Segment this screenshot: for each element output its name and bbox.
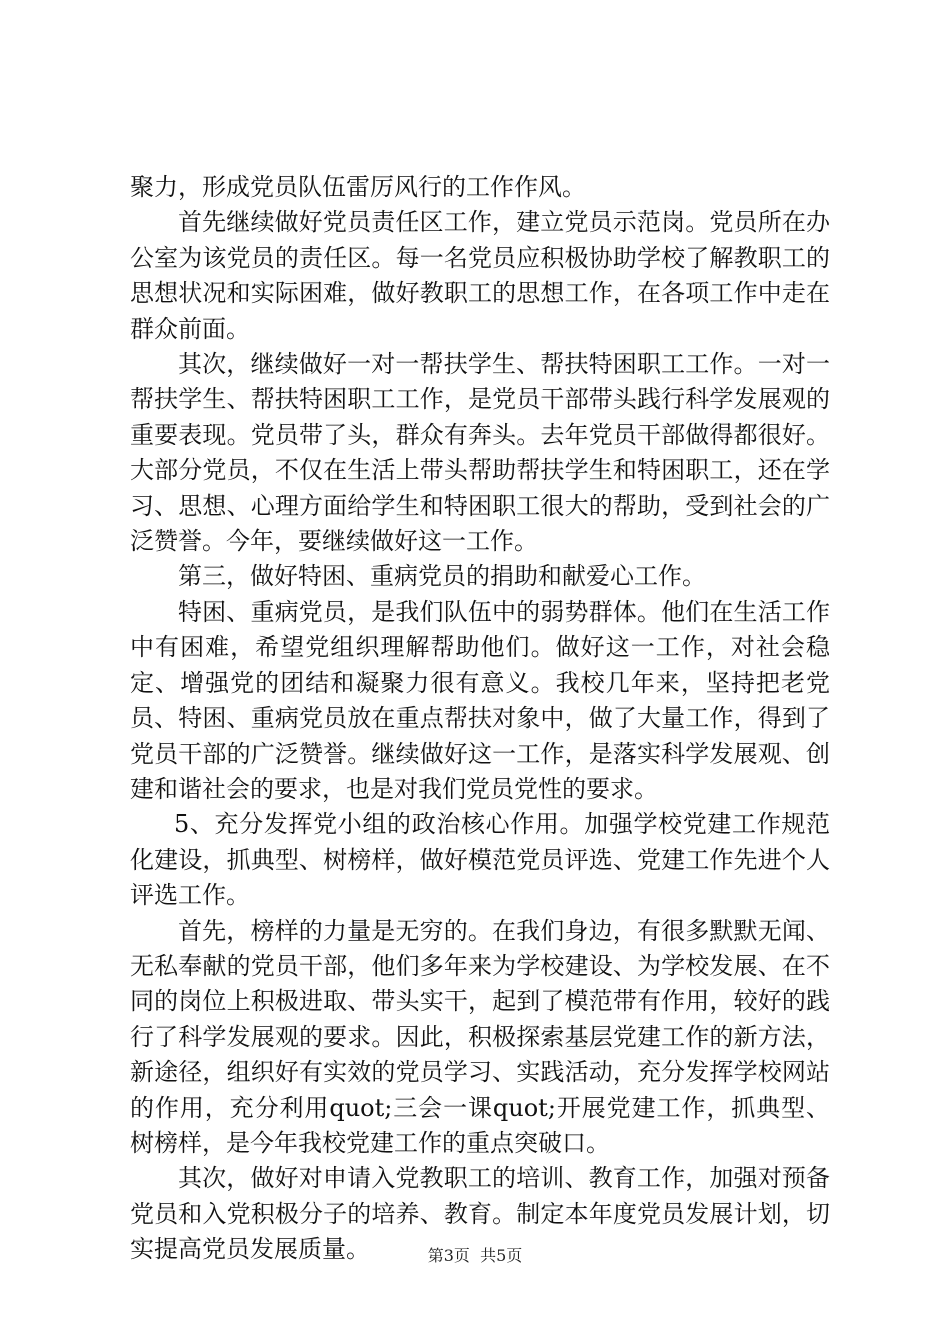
paragraph-7: 首先，榜样的力量是无穷的。在我们身边，有很多默默无闻、无私奉献的党员干部，他们多年来为学校建设、为学校发展、在不同的岗位上积极进取、带头实干，起到了模范带有作用，较好的践行了科学发展观的要求。因此，积极探索基层党建工作的新方法，新途径，组织好有实效的党员学习、实践活动，充分发挥学校网站的作用，充分利用quot;三会一课quot;开展党建工作，抓典型、树榜样，是今年我校党建工作的重点突破口。 [130, 916, 830, 1157]
paragraph-4: 第三，做好特困、重病党员的捐助和献爱心工作。 [178, 562, 706, 591]
paragraph-8: 其次，做好对申请入党教职工的培训、教育工作，加强对预备党员和入党积极分子的培养、教育。制定本年度党员发展计划，切实提高党员发展质量。 [130, 1164, 830, 1264]
paragraph-1: 聚力，形成党员队伍雷厉风行的工作作风。 [130, 173, 586, 201]
paragraph-2: 首先继续做好党员责任区工作，建立党员示范岗。党员所在办公室为该党员的责任区。每一名党员应积极协助学校了解教职工的思想状况和实际困难，做好教职工的思想工作，在各项工作中走在群众前面。 [130, 208, 830, 343]
page-number-footer: 第3页 共5页 [427, 1246, 523, 1265]
paragraph-3: 其次，继续做好一对一帮扶学生、帮扶特困职工工作。一对一帮扶学生、帮扶特困职工工作，是党员干部带头践行科学发展观的重要表现。党员带了头，群众有奔头。去年党员干部做得都很好。大部分党员，不仅在生活上带头帮助帮扶学生和特困职工，还在学习、思想、心理方面给学生和特困职工很大的帮助，受到社会的广泛赞誉。今年，要继续做好这一工作。 [130, 350, 830, 556]
paragraph-6: 5、充分发挥党小组的政治核心作用。加强学校党建工作规范化建设，抓典型、树榜样，做好模范党员评选、党建工作先进个人评选工作。 [130, 810, 830, 910]
document-body [130, 170, 830, 1268]
paragraph-5: 特困、重病党员，是我们队伍中的弱势群体。他们在生活工作中有困难，希望党组织理解帮助他们。做好这一工作，对社会稳定、增强党的团结和凝聚力很有意义。我校几年来，坚持把老党员、特困、重病党员放在重点帮扶对象中，做了大量工作，得到了党员干部的广泛赞誉。继续做好这一工作，是落实科学发展观、创建和谐社会的要求，也是对我们党员党性的要求。 [130, 597, 830, 803]
